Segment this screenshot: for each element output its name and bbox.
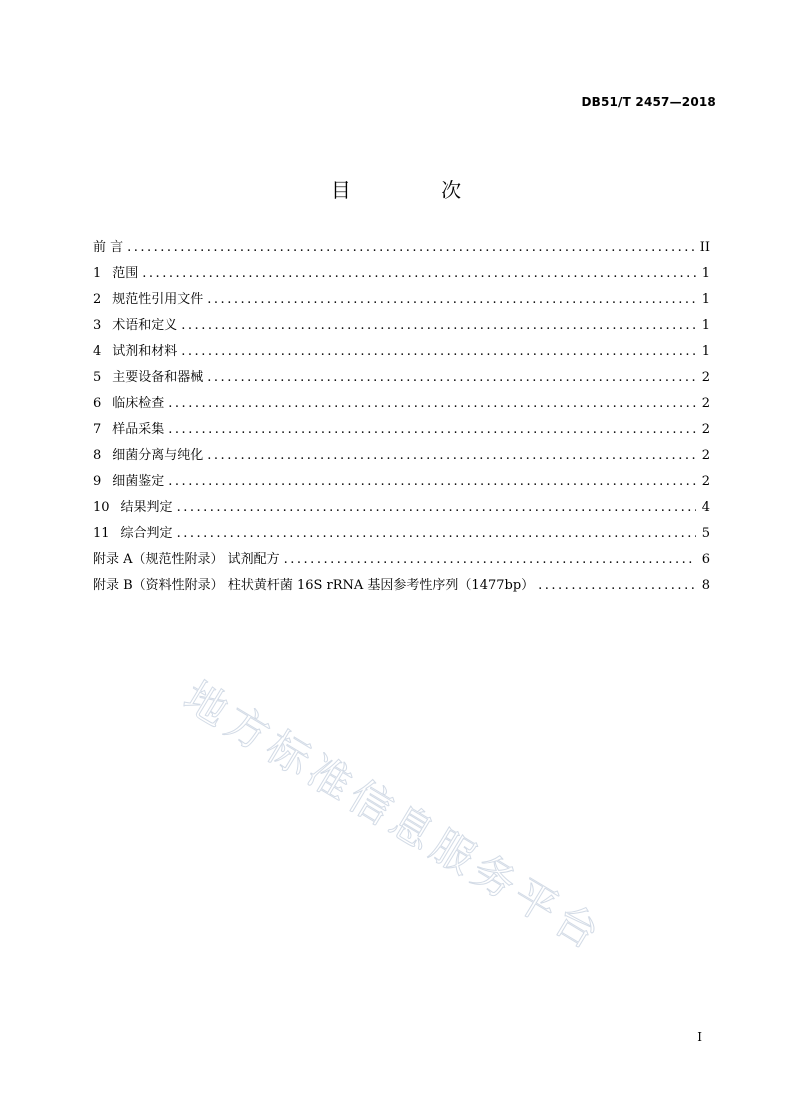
toc-entry-number: 9 (93, 474, 102, 489)
toc-entry-title: 临床检查 (112, 396, 165, 411)
toc-leader-dots (538, 578, 696, 593)
toc-entry-title: 结果判定 (120, 500, 173, 515)
toc-entry-page: 2 (701, 396, 710, 411)
toc-entry-number: 7 (93, 422, 102, 437)
toc-entry-label (93, 522, 173, 541)
toc-entry[interactable] (93, 496, 710, 522)
toc-entry-number: 2 (93, 292, 102, 307)
toc-entry[interactable] (93, 392, 710, 418)
toc-entry-page: II (699, 240, 710, 255)
toc-leader-dots (177, 526, 696, 541)
toc-entry[interactable] (93, 470, 710, 496)
toc-entry-title: 细菌鉴定 (112, 474, 165, 489)
toc-leader-dots (207, 448, 695, 463)
toc-entry-title: 范围 (112, 266, 139, 281)
toc-entry-title: 样品采集 (112, 422, 165, 437)
toc-entry-label (93, 288, 203, 307)
toc-entry-page: 1 (701, 344, 710, 359)
toc-entry-page: 6 (701, 552, 710, 567)
toc-entry-number: 3 (93, 318, 102, 333)
toc-entry-title: 细菌分离与纯化 (112, 448, 204, 463)
toc-entry[interactable] (93, 288, 710, 314)
toc-entry-number: 5 (93, 370, 102, 385)
toc-entry-title: 前 言 (93, 240, 124, 255)
toc-entry-number: 10 (93, 500, 110, 515)
toc-entry[interactable] (93, 340, 710, 366)
toc-entry-title: 主要设备和器械 (112, 370, 204, 385)
toc-entry-label (93, 496, 173, 515)
toc-entry-title: 附录 B（资料性附录） 柱状黄杆菌 16S rRNA 基因参考性序列（1477bp） (93, 578, 535, 593)
toc-leader-dots (142, 266, 695, 281)
toc-entry[interactable] (93, 522, 710, 548)
toc-list (93, 236, 710, 600)
toc-entry-page: 2 (701, 422, 710, 437)
toc-leader-dots (168, 474, 695, 489)
toc-entry-label (93, 418, 164, 437)
toc-leader-dots (168, 396, 695, 411)
toc-title: 目 次 (330, 178, 504, 202)
toc-leader-dots (284, 552, 696, 567)
toc-entry-page: 2 (701, 448, 710, 463)
toc-entry[interactable] (93, 314, 710, 340)
toc-leader-dots (127, 240, 694, 255)
toc-leader-dots (207, 292, 695, 307)
toc-entry-title: 规范性引用文件 (112, 292, 204, 307)
toc-entry-label (93, 262, 138, 281)
toc-entry[interactable] (93, 418, 710, 444)
toc-entry[interactable] (93, 262, 710, 288)
toc-entry-page: 1 (701, 266, 710, 281)
toc-leader-dots (168, 422, 695, 437)
toc-entry-number: 11 (93, 526, 110, 541)
toc-entry-page: 1 (701, 318, 710, 333)
toc-entry-number: 6 (93, 396, 102, 411)
standard-code: DB51/T 2457—2018 (581, 95, 716, 109)
toc-entry-label (93, 340, 177, 359)
toc-leader-dots (207, 370, 695, 385)
toc-entry-title: 综合判定 (120, 526, 173, 541)
toc-entry-title: 试剂和材料 (112, 344, 178, 359)
toc-entry[interactable] (93, 444, 710, 470)
toc-entry-title: 术语和定义 (112, 318, 178, 333)
toc-entry-page: 8 (701, 578, 710, 593)
toc-entry-page: 2 (701, 370, 710, 385)
toc-entry-label (93, 392, 164, 411)
toc-entry[interactable] (93, 236, 710, 262)
toc-entry-number: 4 (93, 344, 102, 359)
toc-entry-label (93, 366, 203, 385)
toc-entry-number: 1 (93, 266, 102, 281)
toc-entry-label (93, 470, 164, 489)
toc-entry-page: 5 (701, 526, 710, 541)
toc-entry[interactable] (93, 574, 710, 600)
toc-entry-label (93, 574, 534, 593)
toc-entry-label (93, 314, 177, 333)
page-number: I (697, 1030, 702, 1044)
toc-entry-label (93, 444, 203, 463)
toc-entry-page: 2 (701, 474, 710, 489)
toc-entry-page: 4 (701, 500, 710, 515)
watermark: 地方标准信息服务平台 (175, 671, 613, 962)
toc-leader-dots (177, 500, 696, 515)
toc-leader-dots (181, 318, 695, 333)
toc-entry-number: 8 (93, 448, 102, 463)
toc-entry-label (93, 236, 123, 255)
toc-entry-label (93, 548, 280, 567)
toc-leader-dots (181, 344, 695, 359)
toc-entry[interactable] (93, 366, 710, 392)
toc-entry-title: 附录 A（规范性附录） 试剂配方 (93, 552, 280, 567)
toc-entry-page: 1 (701, 292, 710, 307)
toc-entry[interactable] (93, 548, 710, 574)
